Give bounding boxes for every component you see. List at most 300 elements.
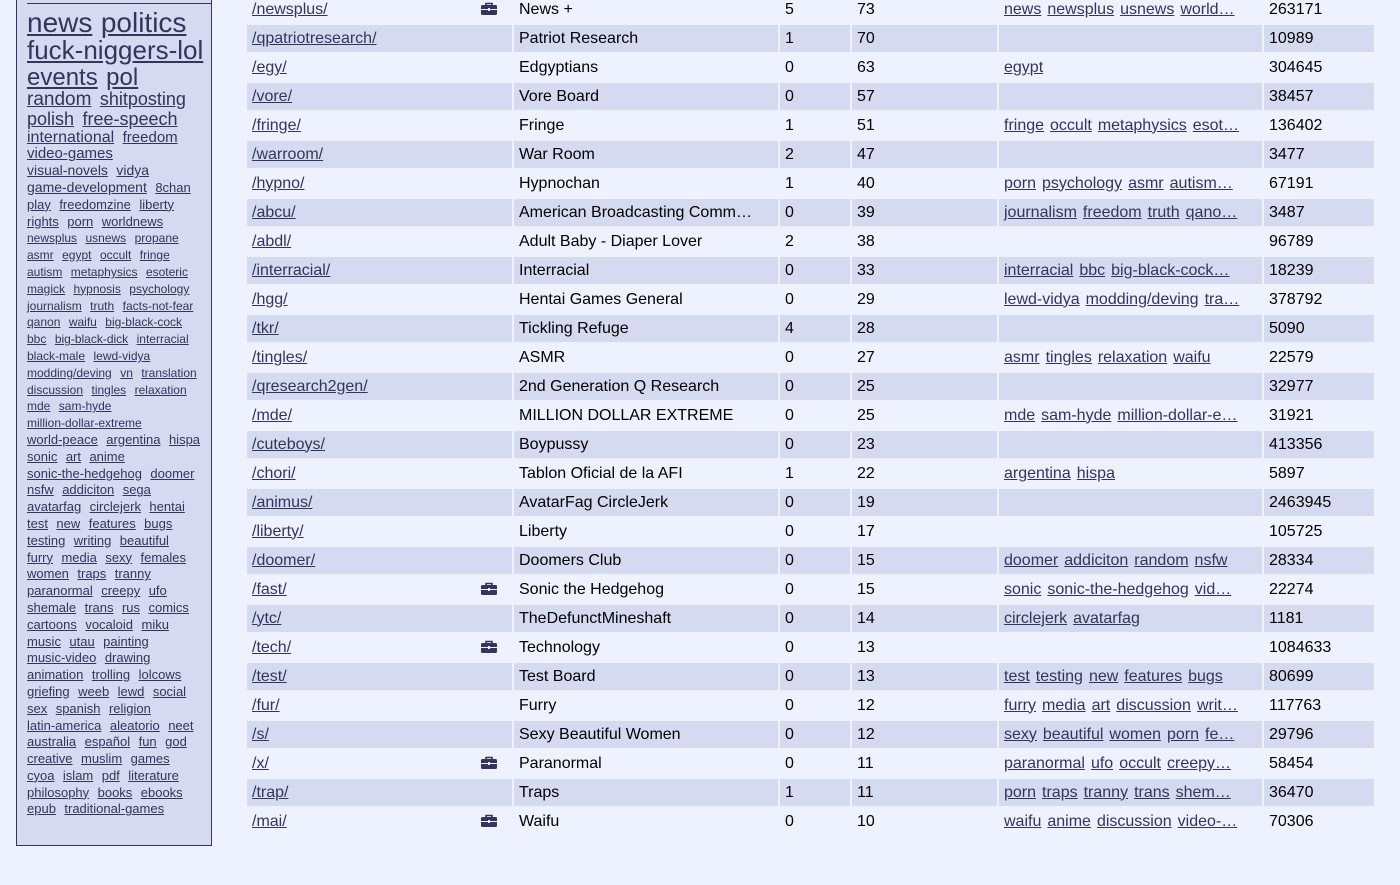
tag-cloud-link[interactable]: politics [100, 7, 187, 38]
board-uri-link[interactable]: /hypno/ [252, 174, 305, 192]
tag-cloud-link[interactable]: bugs [144, 515, 173, 531]
tag-cloud-link[interactable]: propane [134, 231, 179, 246]
board-tag-link[interactable]: creepy… [1166, 754, 1232, 772]
board-uri-link[interactable]: /test/ [252, 667, 287, 685]
tag-cloud-link[interactable]: pol [106, 63, 139, 91]
board-tag-link[interactable]: hispa [1076, 464, 1115, 482]
briefcase-icon [480, 582, 498, 596]
tag-cloud-link[interactable]: hypnosis [73, 281, 121, 296]
board-tag-link[interactable]: sam-hyde [1041, 406, 1112, 424]
posts-per-hour: 0 [780, 721, 850, 748]
board-uri-link[interactable]: /tkr/ [252, 319, 279, 337]
board-title: Technology [514, 634, 778, 661]
board-tag-link[interactable]: qano… [1185, 203, 1238, 221]
board-tag-link[interactable]: trans [1134, 783, 1170, 801]
tag-cloud-link[interactable]: sam-hyde [58, 399, 112, 414]
tag-cloud-link[interactable]: ufo [148, 583, 167, 599]
total-posts: 32977 [1264, 373, 1374, 400]
table-row [247, 83, 1374, 110]
board-tag-link[interactable]: bbc [1079, 261, 1106, 279]
table-row [247, 315, 1374, 342]
posts-per-hour: 0 [780, 257, 850, 284]
board-title: TheDefunctMineshaft [514, 605, 778, 632]
tag-cloud-link[interactable]: psychology [129, 281, 190, 296]
board-tag-link[interactable]: egypt [1004, 58, 1044, 76]
tag-cloud [16, 0, 212, 846]
tag-cloud-link[interactable]: lolcows [138, 667, 182, 683]
board-tag-link[interactable]: argentina [1004, 464, 1071, 482]
tag-cloud-link[interactable]: polish [27, 108, 75, 129]
tag-cloud-link[interactable]: sex [27, 700, 48, 716]
board-tag-link[interactable]: usnews [1120, 0, 1175, 18]
tag-cloud-link[interactable]: weeb [78, 683, 110, 699]
tag-cloud-link[interactable]: journalism [27, 298, 82, 313]
board-tag-link[interactable]: news [1004, 0, 1042, 18]
tag-cloud-link[interactable]: doomer [150, 465, 195, 481]
tag-cloud-link[interactable]: art [65, 448, 81, 464]
tag-cloud-link[interactable]: painting [103, 633, 149, 649]
tag-cloud-link[interactable]: creepy [101, 583, 141, 599]
board-title: Boypussy [514, 431, 778, 458]
board-uri-link[interactable]: /egy/ [252, 58, 287, 76]
board-uri-link[interactable]: /qpatriotresearch/ [252, 29, 377, 47]
board-tag-link[interactable]: occult [1050, 116, 1092, 134]
board-uri-link[interactable]: /abdl/ [252, 232, 292, 250]
board-tags [999, 315, 1262, 342]
tag-cloud-link[interactable]: freedomzine [59, 196, 131, 212]
board-tag-link[interactable]: doomer [1004, 551, 1059, 569]
tag-cloud-link[interactable]: avatarfag [27, 499, 82, 515]
tag-list [27, 8, 205, 818]
active-users: 12 [852, 721, 997, 748]
tag-cloud-link[interactable]: truth [90, 298, 115, 313]
active-users: 13 [852, 634, 997, 661]
tag-cloud-link[interactable]: events [27, 63, 98, 91]
board-tags [999, 692, 1262, 719]
tag-cloud-link[interactable]: comics [148, 599, 189, 615]
board-tag-link[interactable]: psychology [1042, 174, 1123, 192]
board-tag-link[interactable]: media [1042, 696, 1086, 714]
tag-cloud-link[interactable]: shemale [27, 599, 77, 615]
tag-cloud-link[interactable]: worldnews [101, 213, 164, 229]
board-uri-cell [247, 431, 512, 458]
tag-cloud-divider [27, 3, 212, 4]
board-tag-link[interactable]: discussion [1116, 696, 1191, 714]
tag-cloud-link[interactable]: creative [27, 751, 73, 767]
tag-cloud-link[interactable]: trans [84, 599, 114, 615]
tag-cloud-link[interactable]: muslim [80, 751, 123, 767]
board-tag-link[interactable]: lewd-vidya [1004, 290, 1080, 308]
total-posts: 5897 [1264, 460, 1374, 487]
board-tag-link[interactable]: asmr [1004, 348, 1040, 366]
tag-cloud-link[interactable]: sega [122, 482, 151, 498]
tag-cloud-link[interactable]: modding/deving [27, 365, 112, 380]
board-tags [999, 170, 1262, 197]
board-tag-link[interactable]: fe… [1205, 725, 1235, 743]
tag-cloud-link[interactable]: newsplus [27, 231, 78, 246]
tag-cloud-link[interactable]: traps [77, 566, 107, 582]
board-tag-link[interactable]: sonic-the-hedgehog [1047, 580, 1189, 598]
total-posts: 31921 [1264, 402, 1374, 429]
board-tag-link[interactable]: world… [1180, 0, 1235, 18]
tag-cloud-link[interactable]: visual-novels [27, 162, 108, 179]
board-uri-link[interactable]: /chori/ [252, 464, 296, 482]
board-tags [999, 0, 1262, 23]
tag-cloud-link[interactable]: hentai [149, 499, 185, 515]
tag-cloud-link[interactable]: usnews [85, 231, 127, 246]
tag-cloud-link[interactable]: metaphysics [70, 264, 138, 279]
tag-cloud-link[interactable]: writing [73, 532, 112, 548]
board-tag-link[interactable]: big-black-cock… [1111, 261, 1230, 279]
board-title: Traps [514, 779, 778, 806]
tag-cloud-link[interactable]: ebooks [140, 784, 183, 800]
tag-cloud-link[interactable]: tingles [91, 382, 127, 397]
board-uri-link[interactable]: /doomer/ [252, 551, 316, 569]
tag-cloud-link[interactable]: latin-america [27, 717, 102, 733]
board-tag-link[interactable]: porn [1004, 174, 1037, 192]
total-posts: 80699 [1264, 663, 1374, 690]
board-tag-link[interactable]: women [1109, 725, 1161, 743]
active-users: 29 [852, 286, 997, 313]
board-tag-link[interactable]: circlejerk [1004, 609, 1068, 627]
board-uri-link[interactable]: /s/ [252, 725, 269, 743]
table-row [247, 576, 1374, 603]
board-tag-link[interactable]: fringe [1004, 116, 1045, 134]
tag-cloud-link[interactable]: facts-not-fear [122, 298, 194, 313]
tag-cloud-link[interactable]: music-video [27, 650, 97, 666]
tag-cloud-link[interactable]: traditional-games [64, 801, 165, 817]
tag-cloud-link[interactable]: esoteric [145, 264, 188, 279]
total-posts: 36470 [1264, 779, 1374, 806]
tag-cloud-link[interactable]: test [27, 515, 48, 531]
total-posts: 263171 [1264, 0, 1374, 23]
tag-cloud-link[interactable]: big-black-cock [105, 315, 182, 330]
board-tag-link[interactable]: video-… [1177, 812, 1238, 830]
active-users: 19 [852, 489, 997, 516]
board-uri-link[interactable]: /tech/ [252, 638, 292, 656]
active-users: 11 [852, 779, 997, 806]
board-uri-link[interactable]: /mde/ [252, 406, 293, 424]
tag-cloud-link[interactable]: qanon [27, 315, 61, 330]
board-uri-link[interactable]: /vore/ [252, 87, 293, 105]
tag-cloud-link[interactable]: lewd-vidya [93, 348, 151, 363]
board-tag-link[interactable]: avatarfag [1073, 609, 1140, 627]
board-uri-link[interactable]: /fast/ [252, 580, 287, 598]
tag-cloud-link[interactable]: australia [27, 734, 77, 750]
board-uri-cell [247, 605, 512, 632]
tag-cloud-link[interactable]: magick [27, 281, 66, 296]
board-title: Patriot Research [514, 25, 778, 52]
board-title: Liberty [514, 518, 778, 545]
tag-cloud-link[interactable]: new [56, 515, 81, 531]
posts-per-hour: 0 [780, 605, 850, 632]
tag-cloud-link[interactable]: fuck-niggers-lol [27, 35, 204, 66]
board-tag-link[interactable]: million-dollar-e… [1117, 406, 1238, 424]
active-users: 22 [852, 460, 997, 487]
board-tag-link[interactable]: metaphysics [1097, 116, 1187, 134]
tag-cloud-link[interactable]: trolling [91, 667, 131, 683]
tag-cloud-link[interactable]: rights [27, 213, 59, 229]
tag-cloud-link[interactable]: nsfw [27, 482, 54, 498]
tag-cloud-link[interactable]: million-dollar-extreme [27, 416, 142, 431]
tag-cloud-link[interactable]: islam [62, 767, 94, 783]
board-title: Hypnochan [514, 170, 778, 197]
board-uri-link[interactable]: /warroom/ [252, 145, 324, 163]
board-tags [999, 431, 1262, 458]
tag-cloud-link[interactable]: music [27, 633, 61, 649]
tag-cloud-link[interactable]: vocaloid [85, 616, 134, 632]
tag-cloud-link[interactable]: spanish [55, 700, 101, 716]
board-tag-link[interactable]: addiciton [1064, 551, 1129, 569]
tag-cloud-link[interactable]: religion [108, 700, 151, 716]
table-row [247, 25, 1374, 52]
total-posts: 3477 [1264, 141, 1374, 168]
tag-cloud-link[interactable]: aleatorio [109, 717, 160, 733]
board-tags [999, 286, 1262, 313]
tag-cloud-link[interactable]: god [165, 734, 187, 750]
board-tag-link[interactable]: test [1004, 667, 1030, 685]
tag-cloud-link[interactable]: mde [27, 399, 51, 414]
tag-cloud-link[interactable]: porn [67, 213, 94, 229]
board-tag-link[interactable]: autism… [1169, 174, 1233, 192]
board-uri-link[interactable]: /trap/ [252, 783, 289, 801]
tag-cloud-link[interactable]: circlejerk [89, 499, 141, 515]
tag-cloud-link[interactable]: epub [27, 801, 56, 817]
board-tags [999, 402, 1262, 429]
table-row [247, 257, 1374, 284]
tag-cloud-link[interactable]: philosophy [27, 784, 90, 800]
board-title: Doomers Club [514, 547, 778, 574]
board-table-body [247, 0, 1374, 835]
tag-cloud-link[interactable]: miku [141, 616, 169, 632]
tag-cloud-link[interactable]: literature [128, 767, 179, 783]
tag-cloud-link[interactable]: utau [69, 633, 95, 649]
board-tag-link[interactable]: sonic [1004, 580, 1042, 598]
tag-cloud-link[interactable]: argentina [106, 431, 161, 447]
board-tag-link[interactable]: bugs [1188, 667, 1223, 685]
tag-cloud-link[interactable]: game-development [27, 179, 147, 195]
board-tag-link[interactable]: esot… [1192, 116, 1239, 134]
board-tag-link[interactable]: mde [1004, 406, 1036, 424]
tag-cloud-link[interactable]: furry [27, 549, 53, 565]
board-tag-link[interactable]: tra… [1204, 290, 1240, 308]
tag-cloud-link[interactable]: games [130, 751, 170, 767]
tag-cloud-link[interactable]: testing [27, 532, 66, 548]
board-tag-link[interactable]: random [1134, 551, 1189, 569]
tag-cloud-link[interactable]: vidya [116, 162, 150, 179]
board-tag-link[interactable]: journalism [1004, 203, 1077, 221]
tag-cloud-link[interactable]: cartoons [27, 616, 77, 632]
board-tag-link[interactable]: porn [1166, 725, 1200, 743]
total-posts: 10989 [1264, 25, 1374, 52]
tag-cloud-link[interactable]: occult [99, 248, 132, 263]
tag-cloud-link[interactable]: international [27, 128, 115, 146]
tag-cloud-link[interactable]: sonic-the-hedgehog [27, 465, 142, 481]
board-tags [999, 634, 1262, 661]
board-tag-link[interactable]: furry [1004, 696, 1036, 714]
tag-cloud-link[interactable]: video-games [27, 145, 113, 163]
board-title: Edgyptians [514, 54, 778, 81]
board-tags [999, 257, 1262, 284]
total-posts: 22579 [1264, 344, 1374, 371]
table-row [247, 634, 1374, 661]
tag-cloud-link[interactable]: social [152, 683, 187, 699]
tag-cloud-link[interactable]: vn [120, 365, 133, 380]
board-tag-link[interactable]: waifu [1004, 812, 1042, 830]
board-uri-cell [247, 25, 512, 52]
tag-cloud-link[interactable]: relaxation [134, 382, 187, 397]
tag-cloud-link[interactable]: freedom [122, 128, 178, 146]
board-title: 2nd Generation Q Research [514, 373, 778, 400]
tag-cloud-link[interactable]: women [27, 566, 69, 582]
board-uri-link[interactable]: /abcu/ [252, 203, 296, 221]
total-posts: 96789 [1264, 228, 1374, 255]
board-tag-link[interactable]: nsfw [1194, 551, 1228, 569]
board-tag-link[interactable]: truth [1147, 203, 1180, 221]
board-tag-link[interactable]: anime [1047, 812, 1091, 830]
board-tag-link[interactable]: tingles [1045, 348, 1092, 366]
board-tag-link[interactable]: modding/deving [1085, 290, 1199, 308]
board-uri-link[interactable]: /fringe/ [252, 116, 301, 134]
board-tag-link[interactable]: vid… [1194, 580, 1232, 598]
active-users: 23 [852, 431, 997, 458]
total-posts: 304645 [1264, 54, 1374, 81]
tag-cloud-link[interactable]: waifu [68, 315, 97, 330]
board-uri-link[interactable]: /liberty/ [252, 522, 304, 540]
board-uri-link[interactable]: /newsplus/ [252, 0, 328, 18]
board-tag-link[interactable]: art [1091, 696, 1111, 714]
board-uri-link[interactable]: /animus/ [252, 493, 313, 511]
board-tag-link[interactable]: testing [1035, 667, 1083, 685]
tag-cloud-link[interactable]: paranormal [27, 583, 93, 599]
tag-cloud-link[interactable]: black-male [27, 348, 86, 363]
board-tag-link[interactable]: writ… [1196, 696, 1238, 714]
tag-cloud-link[interactable]: tranny [114, 566, 151, 582]
board-tag-link[interactable]: shem… [1175, 783, 1231, 801]
tag-cloud-link[interactable]: fun [138, 734, 157, 750]
board-tag-link[interactable]: porn [1004, 783, 1037, 801]
active-users: 13 [852, 663, 997, 690]
board-tag-link[interactable]: traps [1042, 783, 1078, 801]
board-tag-link[interactable]: asmr [1128, 174, 1164, 192]
active-users: 73 [852, 0, 997, 23]
board-uri-cell [247, 199, 512, 226]
tag-cloud-link[interactable]: free-speech [82, 108, 178, 129]
board-tags [999, 663, 1262, 690]
tag-cloud-link[interactable]: neet [168, 717, 194, 733]
board-tag-link[interactable]: interracial [1004, 261, 1074, 279]
board-uri-link[interactable]: /hgg/ [252, 290, 288, 308]
board-tag-link[interactable]: waifu [1173, 348, 1211, 366]
board-tags [999, 576, 1262, 603]
tag-cloud-link[interactable]: shitposting [99, 88, 186, 109]
board-tags [999, 460, 1262, 487]
tag-cloud-link[interactable]: play [27, 196, 51, 212]
tag-cloud-link[interactable]: translation [141, 365, 197, 380]
total-posts: 1084633 [1264, 634, 1374, 661]
tag-cloud-link[interactable]: news [27, 7, 93, 38]
tag-cloud-link[interactable]: autism [27, 264, 63, 279]
posts-per-hour: 2 [780, 228, 850, 255]
tag-cloud-link[interactable]: lewd [117, 683, 145, 699]
table-row [247, 808, 1374, 835]
tag-cloud-link[interactable]: interracial [136, 332, 189, 347]
tag-cloud-link[interactable]: addiciton [62, 482, 115, 498]
tag-cloud-link[interactable]: beautiful [119, 532, 169, 548]
tag-cloud-link[interactable]: 8chan [155, 180, 191, 195]
board-tag-link[interactable]: newsplus [1047, 0, 1115, 18]
tag-cloud-link[interactable]: egypt [62, 248, 92, 263]
tag-cloud-link[interactable]: anime [89, 448, 125, 464]
board-uri-link[interactable]: /interracial/ [252, 261, 331, 279]
board-uri-link[interactable]: /cuteboys/ [252, 435, 325, 453]
tag-cloud-link[interactable]: griefing [27, 683, 70, 699]
active-users: 47 [852, 141, 997, 168]
tag-cloud-link[interactable]: bbc [27, 332, 47, 347]
tag-cloud-link[interactable]: español [84, 734, 131, 750]
board-tags [999, 141, 1262, 168]
board-uri-link[interactable]: /tingles/ [252, 348, 308, 366]
board-tag-link[interactable]: occult [1119, 754, 1161, 772]
board-tag-link[interactable]: features [1124, 667, 1183, 685]
tag-cloud-link[interactable]: pdf [101, 767, 120, 783]
tag-cloud-link[interactable]: random [27, 88, 92, 110]
board-uri-cell [247, 779, 512, 806]
tag-cloud-link[interactable]: hispa [168, 431, 201, 447]
total-posts: 22274 [1264, 576, 1374, 603]
board-uri-link[interactable]: /ytc/ [252, 609, 282, 627]
board-tag-link[interactable]: beautiful [1042, 725, 1104, 743]
tag-cloud-link[interactable]: sonic [27, 448, 58, 464]
tag-cloud-link[interactable]: big-black-dick [54, 332, 129, 347]
board-uri-link[interactable]: /qresearch2gen/ [252, 377, 368, 395]
board-uri-cell [247, 634, 512, 661]
tag-cloud-link[interactable]: sexy [105, 549, 133, 565]
board-tag-link[interactable]: relaxation [1097, 348, 1168, 366]
tag-cloud-link[interactable]: animation [27, 667, 84, 683]
board-tag-link[interactable]: sexy [1004, 725, 1037, 743]
tag-cloud-link[interactable]: cyoa [27, 767, 55, 783]
total-posts: 38457 [1264, 83, 1374, 110]
tag-cloud-link[interactable]: females [140, 549, 187, 565]
board-tag-link[interactable]: paranormal [1004, 754, 1085, 772]
tag-cloud-link[interactable]: discussion [27, 382, 84, 397]
table-row [247, 489, 1374, 516]
tag-cloud-link[interactable]: media [61, 549, 97, 565]
active-users: 17 [852, 518, 997, 545]
board-tag-link[interactable]: discussion [1096, 812, 1172, 830]
tag-cloud-link[interactable]: fringe [139, 248, 170, 263]
board-tag-link[interactable]: ufo [1090, 754, 1114, 772]
table-row [247, 0, 1374, 23]
tag-cloud-link[interactable]: books [97, 784, 133, 800]
tag-cloud-link[interactable]: world-peace [27, 431, 98, 447]
board-uri-link[interactable]: /mai/ [252, 812, 287, 830]
table-row [247, 779, 1374, 806]
tag-cloud-link[interactable]: features [88, 515, 136, 531]
tag-cloud-link[interactable]: liberty [139, 196, 174, 212]
board-tag-link[interactable]: tranny [1083, 783, 1129, 801]
board-tags [999, 547, 1262, 574]
board-uri-link[interactable]: /fur/ [252, 696, 280, 714]
board-tag-link[interactable]: freedom [1082, 203, 1142, 221]
board-tag-link[interactable]: new [1088, 667, 1119, 685]
tag-cloud-link[interactable]: rus [121, 599, 141, 615]
tag-cloud-link[interactable]: asmr [27, 248, 54, 263]
posts-per-hour: 1 [780, 460, 850, 487]
tag-cloud-link[interactable]: drawing [104, 650, 151, 666]
board-uri-link[interactable]: /x/ [252, 754, 269, 772]
